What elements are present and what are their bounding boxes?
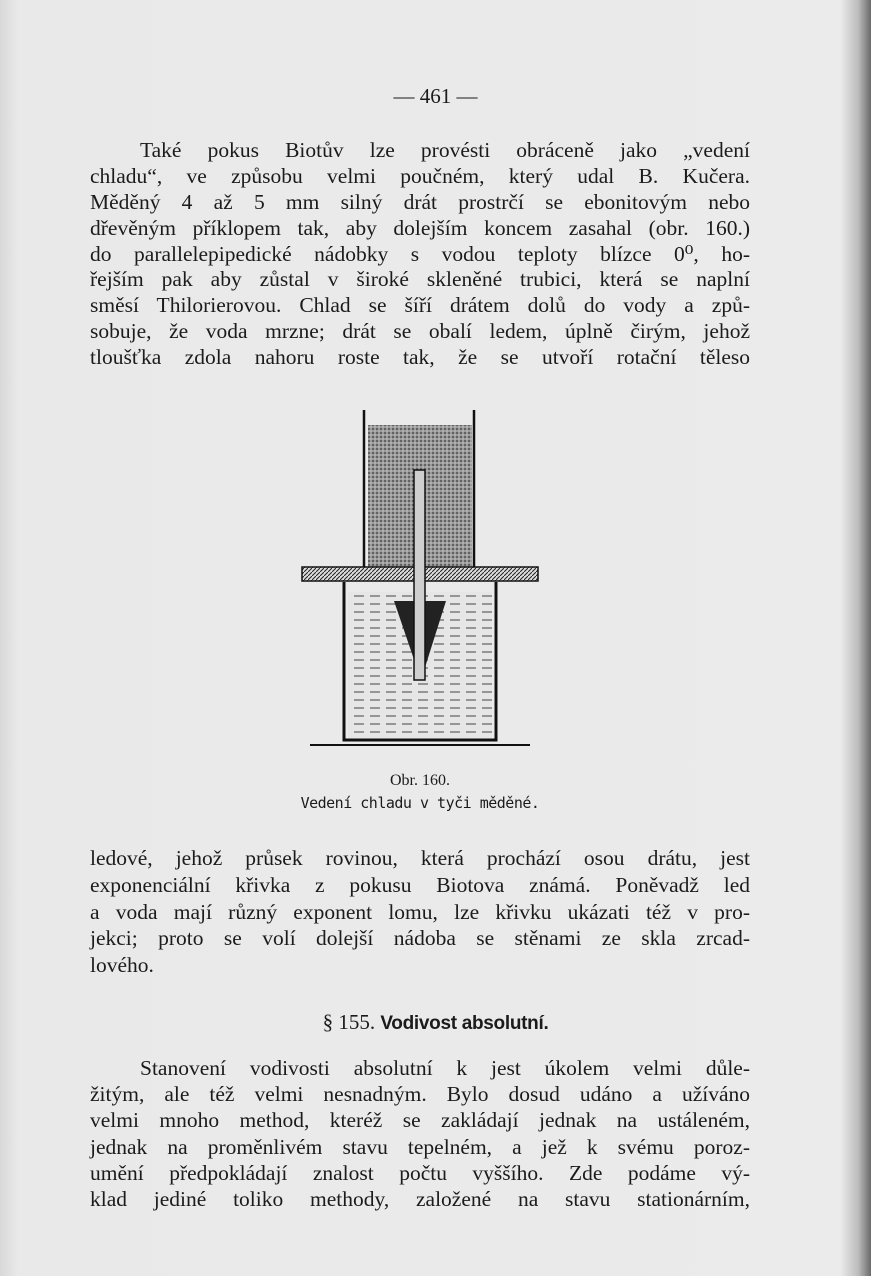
figure-number: Obr. 160. <box>390 772 450 789</box>
text-line: dřevěným příklopem tak, aby dolejším koncem zasahal (obr. 160.) <box>90 216 750 240</box>
text-line: ledové, jehož průsek rovinou, která prochází osou drátu, jest <box>90 846 750 870</box>
page-number: — 461 — <box>393 84 478 108</box>
text-line: jekci; proto se volí dolejší nádoba se stěnami ze skla zrcad- <box>90 926 750 950</box>
figure-caption: Vedení chladu v tyči měděné. <box>300 794 540 812</box>
text-line: do parallelepipedické nádobky s vodou teploty blízce 0⁰, ho- <box>90 242 750 266</box>
text-line: tloušťka zdola nahoru roste tak, že se utvoří rotační těleso <box>90 345 750 369</box>
section-title: Vodivost absolutní. <box>380 1013 549 1034</box>
text-line: a voda mají různý exponent lomu, lze křivku ukázati též v pro- <box>90 900 750 924</box>
text-line: žitým, ale též velmi nesnadným. Bylo dosud udáno a užíváno <box>90 1082 750 1106</box>
text-line: klad jediné toliko methody, založené na stavu stationárním, <box>90 1187 750 1211</box>
text-line: lového. <box>90 953 154 977</box>
text-line: exponenciální křivka z pokusu Biotova známá. Poněvadž led <box>90 873 750 897</box>
section-heading <box>0 1010 871 1035</box>
text-line: sobuje, že voda mrzne; drát se obalí ledem, úplně čirým, jehož <box>90 319 750 343</box>
text-line: řejším pak aby zůstal v široké skleněné trubici, která se naplní <box>90 267 750 291</box>
text-line: umění předpokládají znalost počtu vyššího. Zde podáme vý- <box>90 1161 750 1185</box>
text-line: Měděný 4 až 5 mm silný drát prostrčí se ebonitovým nebo <box>90 190 750 214</box>
text-line: Také pokus Biotův lze provésti obráceně jako „vedení <box>140 138 750 162</box>
copper-wire <box>414 470 425 680</box>
text-line: chladu“, ve způsobu velmi poučném, který udal B. Kučera. <box>90 164 750 188</box>
text-line: směsí Thilorierovou. Chlad se šíří drátem dolů do vody a způ- <box>90 293 750 317</box>
section-number: § 155. <box>322 1010 376 1034</box>
text-line: Stanovení vodivosti absolutní k jest úkolem velmi důle- <box>140 1056 750 1080</box>
text-line: jednak na proměnlivém stavu tepelném, a jež k svému poroz- <box>90 1135 750 1159</box>
text-line: velmi mnoho method, kteréž se zakládají jednak na ustáleném, <box>90 1108 750 1132</box>
